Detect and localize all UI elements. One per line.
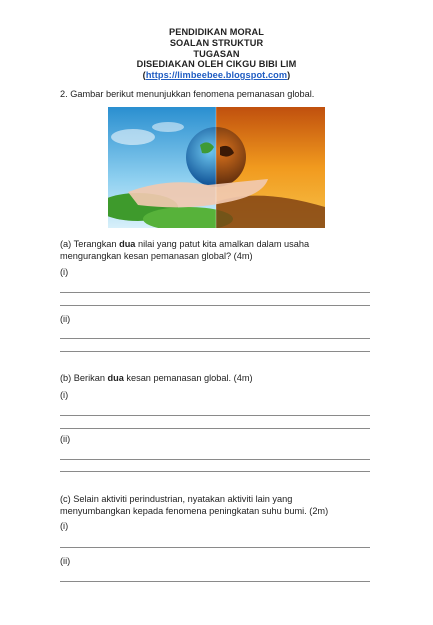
answer-label-b-ii: (ii): [60, 434, 71, 444]
answer-label-c-ii: (ii): [60, 556, 71, 566]
header-link-row: (https://limbeebee.blogspot.com): [142, 70, 291, 81]
answer-line[interactable]: [60, 292, 370, 293]
document-header: [0, 27, 433, 81]
answer-line[interactable]: [60, 471, 370, 472]
answer-label-a-i: (i): [60, 267, 69, 277]
question-c: [60, 494, 328, 517]
answer-label-b-i: (i): [60, 390, 69, 400]
question-intro: 2. Gambar berikut menunjukkan fenomena pemanasan global.: [60, 89, 315, 99]
answer-line[interactable]: [60, 351, 370, 352]
answer-line[interactable]: [60, 581, 370, 582]
answer-line[interactable]: [60, 338, 370, 339]
question-b: (b) Berikan dua kesan pemanasan global. (4m): [60, 373, 253, 383]
question-a-emphasis: dua: [119, 239, 136, 249]
question-a-line2: mengurangkan kesan pemanasan global? (4m): [60, 250, 253, 261]
answer-line[interactable]: [60, 459, 370, 460]
answer-line[interactable]: [60, 547, 370, 548]
answer-line[interactable]: [60, 305, 370, 306]
global-warming-image: [108, 107, 325, 228]
header-subject: PENDIDIKAN MORAL: [168, 27, 264, 37]
question-a-line1: (a) Terangkan dua nilai yang patut kita amalkan dalam usaha: [60, 239, 310, 249]
question-a: [60, 239, 309, 262]
header-type: SOALAN STRUKTUR: [169, 37, 264, 48]
answer-label-a-ii: (ii): [60, 314, 71, 324]
header-author: DISEDIAKAN OLEH CIKGU BIBI LIM: [136, 59, 297, 70]
blog-link[interactable]: https://limbeebee.blogspot.com: [145, 70, 288, 81]
question-c-line2: menyumbangkan kepada fenomena peningkatan suhu bumi. (2m): [60, 505, 329, 516]
question-b-emphasis: dua: [107, 373, 124, 383]
answer-label-c-i: (i): [60, 521, 69, 531]
answer-line[interactable]: [60, 428, 370, 429]
header-task: TUGASAN: [193, 48, 240, 59]
answer-line[interactable]: [60, 415, 370, 416]
question-c-line1: (c) Selain aktiviti perindustrian, nyatakan aktiviti lain yang: [60, 494, 293, 504]
